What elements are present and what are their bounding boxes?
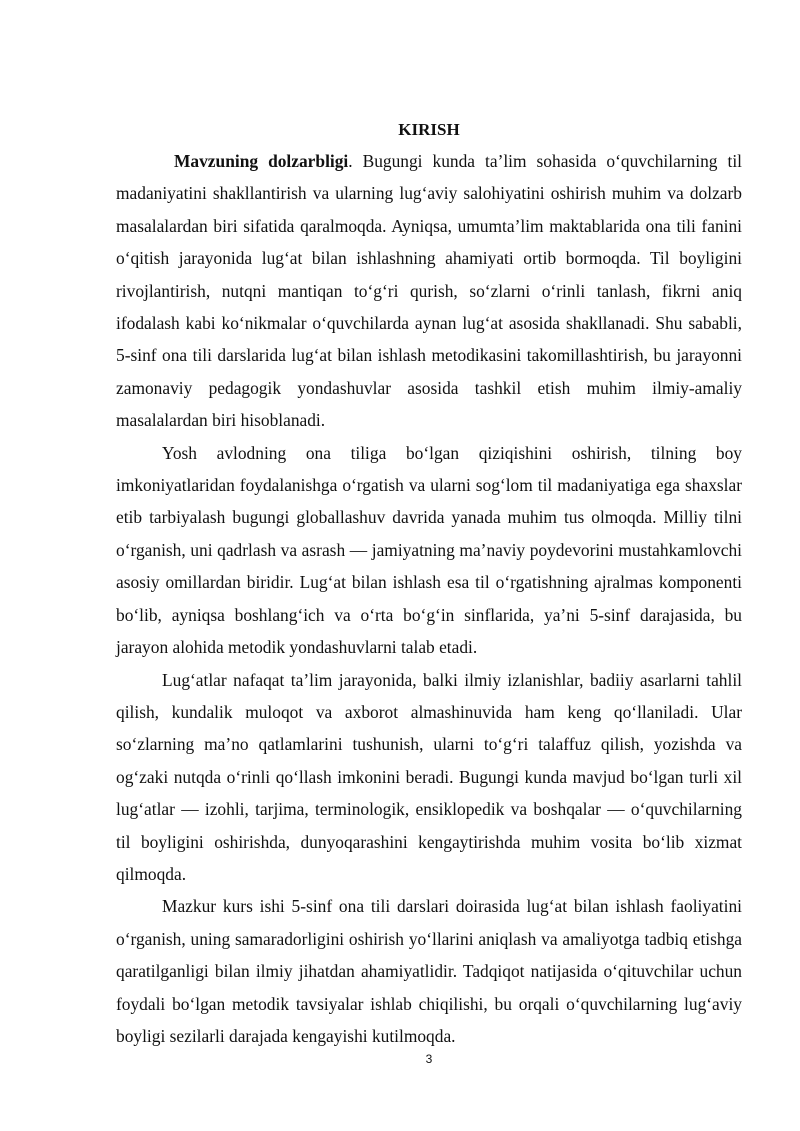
paragraph-lead: Mavzuning dolzarbligi — [174, 151, 349, 171]
page-number: 3 — [425, 1052, 433, 1066]
paragraph: Mazkur kurs ishi 5-sinf ona tili darslari doirasida lug‘at bilan ishlash faoliyatini o‘rganish, uning samaradorligini oshirish yo‘llarini aniqlash va amaliyotga tadbiq etishga qaratilganligi bilan ilmiy jihatdan ahamiyatlidir. Tadqiqot natijasida o‘qituvchilar uchun foydali bo‘lgan metodik tavsiyalar ishlab chiqilishi, bu orqali o‘quvchilarning lug‘aviy boyligi sezilarli darajada kengayishi kutilmoqda. — [116, 896, 742, 1046]
paragraph: Yosh avlodning ona tiliga bo‘lgan qiziqishini oshirish, tilning boy imkoniyatlaridan foydalanishga o‘rgatish va ularni sog‘lom til madaniyatiga ega shaxslar etib tarbiyalash bugungi globallashuv davrida yanada muhim tus olmoqda. Milliy tilni o‘rganish, uni qadrlash va asrash — jamiyatning ma’naviy poydevorini mustahkamlovchi asosiy omillardan biridir. Lug‘at bilan ishlash esa til o‘rgatishning ajralmas komponenti bo‘lib, ayniqsa boshlang‘ich va o‘rta bo‘g‘in sinflarida, ya’ni 5-sinf darajasida, bu jarayon alohida metodik yondashuvlarni talab etadi. — [116, 442, 742, 658]
body-text — [116, 145, 742, 1052]
paragraph: Lug‘atlar nafaqat ta’lim jarayonida, balki ilmiy izlanishlar, badiiy asarlarni tahlil qilish, kundalik muloqot va axborot almashinuvida ham keng qo‘llaniladi. Ular so‘zlarning ma’no qatlamlarini tushunish, ularni to‘g‘ri talaffuz qilish, yozishda va og‘zaki nutqda o‘rinli qo‘llash imkonini beradi. Bugungi kunda mavjud bo‘lgan turli xil lug‘atlar — izohli, tarjima, terminologik, ensiklopedik va boshqalar — o‘quvchilarning til boyligini oshirishda, dunyoqarashini kengaytirishda muhim vosita bo‘lib xizmat qilmoqda. — [116, 669, 742, 884]
paragraph-relevance — [116, 145, 742, 437]
paragraph-text: . Bugungi kunda ta’lim sohasida o‘quvchilarning til madaniyatini shakllantirish va ularning lug‘aviy salohiyatini oshirish muhim va dolzarb masalalardan biri sifatida qaralmoqda. Ayniqsa, umumta’lim maktablarida ona tili fanini o‘qitish jarayonida lug‘at bilan ishlashning ahamiyati ortib bormoqda. Til boyligini rivojlantirish, nutqni mantiqan to‘g‘ri qurish, so‘zlarni o‘rinli tanlash, fikrni aniq ifodalash kabi ko‘nikmalar o‘quvchilarda aynan lug‘at asosida shakllanadi. Shu sababli, 5-sinf ona tili darslarida lug‘at bilan ishlash metodikasini takomillashtirish, bu jarayonni zamonaviy pedagogik yondashuvlar asosida tashkil etish muhim ilmiy-amaliy masalalardan biri hisoblanadi. — [116, 151, 742, 431]
section-heading: KIRISH — [398, 120, 460, 139]
